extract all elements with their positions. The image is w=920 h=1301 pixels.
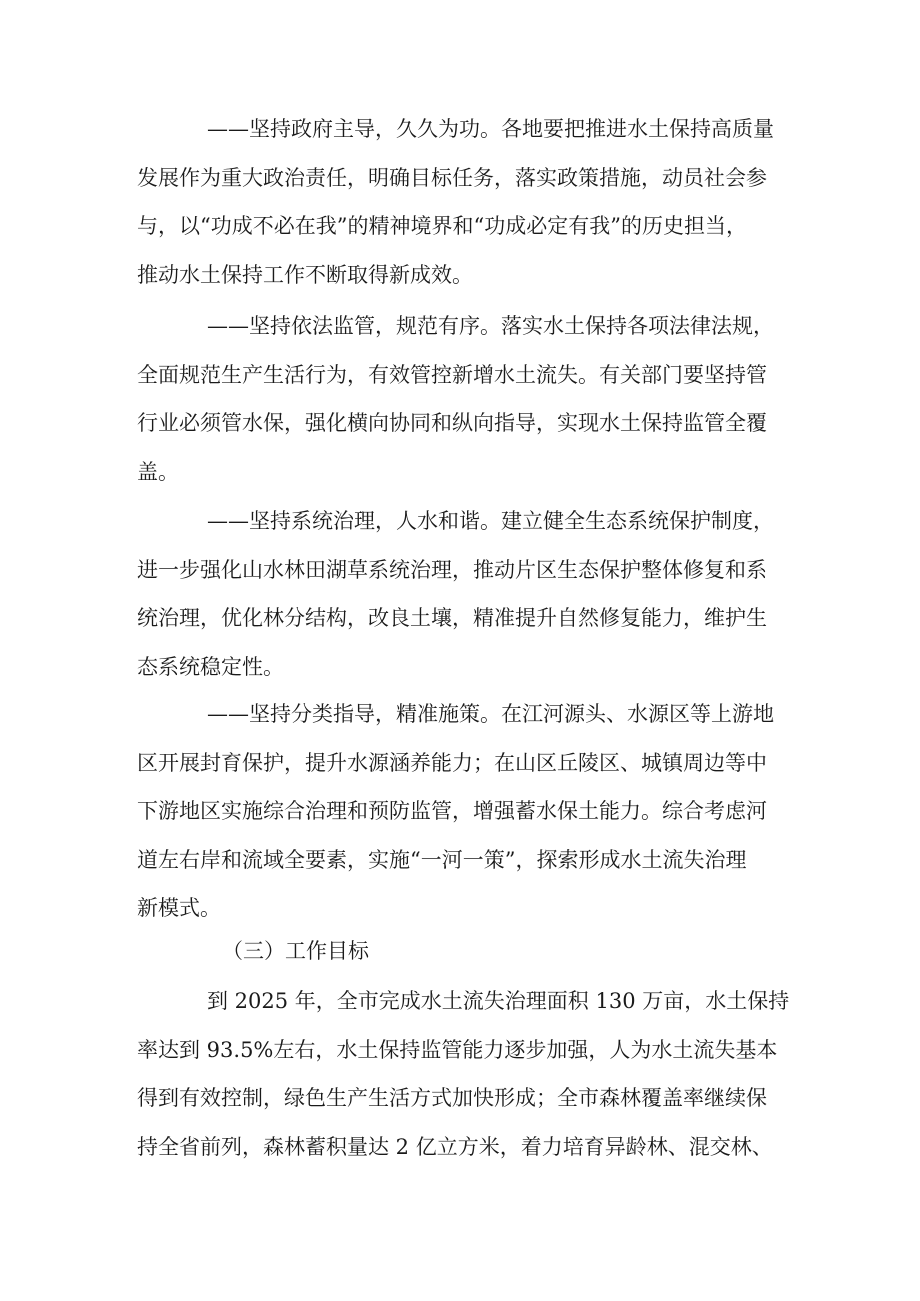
text-line: ——坚持系统治理，人水和谐。建立健全生态系统保护制度，	[207, 509, 774, 533]
paragraph-work-goals	[137, 977, 797, 1171]
text-line: 统治理，优化林分结构，改良土壤，精准提升自然修复能力，维护生	[137, 606, 767, 630]
text-line: 行业必须管水保，强化横向协同和纵向指导，实现水土保持监管全覆	[137, 411, 767, 435]
text-line: 全面规范生产生活行为，有效管控新增水土流失。有关部门要坚持管	[137, 362, 767, 387]
text-line: 持全省前列，森林蓄积量达 2 亿立方米，着力培育异龄林、混交林、	[137, 1134, 773, 1159]
text-line: 道左右岸和流域全要素，实施“一河一策”，探索形成水土流失治理	[137, 847, 747, 872]
text-line: 到 2025 年，全市完成水土流失治理面积 130 万亩，水土保持	[207, 989, 790, 1013]
text-line: 与，以“功成不必在我”的精神境界和“功成必定有我”的历史担当，	[137, 214, 747, 238]
text-line: ——坚持分类指导，精准施策。在江河源头、水源区等上游地	[207, 702, 774, 726]
paragraph-law-supervision	[137, 302, 797, 496]
text-line: 态系统稳定性。	[137, 654, 284, 679]
paragraph-system-governance	[137, 497, 797, 691]
paragraph-classified-guidance	[137, 690, 797, 933]
section-heading: （三）工作目标	[222, 939, 369, 963]
text-line: 新模式。	[137, 896, 221, 920]
text-line: 进一步强化山水林田湖草系统治理，推动片区生态保护整体修复和系	[137, 557, 767, 582]
paragraph-government-led	[137, 105, 797, 299]
text-line: ——坚持依法监管，规范有序。落实水土保持各项法律法规，	[207, 314, 774, 338]
text-line: 区开展封育保护，提升水源涵养能力；在山区丘陵区、城镇周边等中	[137, 750, 767, 775]
text-line: 发展作为重大政治责任，明确目标任务，落实政策措施，动员社会参	[137, 165, 767, 190]
text-line: 得到有效控制，绿色生产生活方式加快形成；全市森林覆盖率继续保	[137, 1086, 767, 1110]
text-line: ——坚持政府主导，久久为功。各地要把推进水土保持高质量	[207, 117, 774, 141]
text-line: 率达到 93.5%左右，水土保持监管能力逐步加强，人为水土流失基本	[137, 1037, 778, 1062]
text-line: 盖。	[137, 459, 179, 484]
text-line: 推动水土保持工作不断取得新成效。	[137, 262, 473, 287]
text-line: 下游地区实施综合治理和预防监管，增强蓄水保土能力。综合考虑河	[137, 799, 767, 823]
